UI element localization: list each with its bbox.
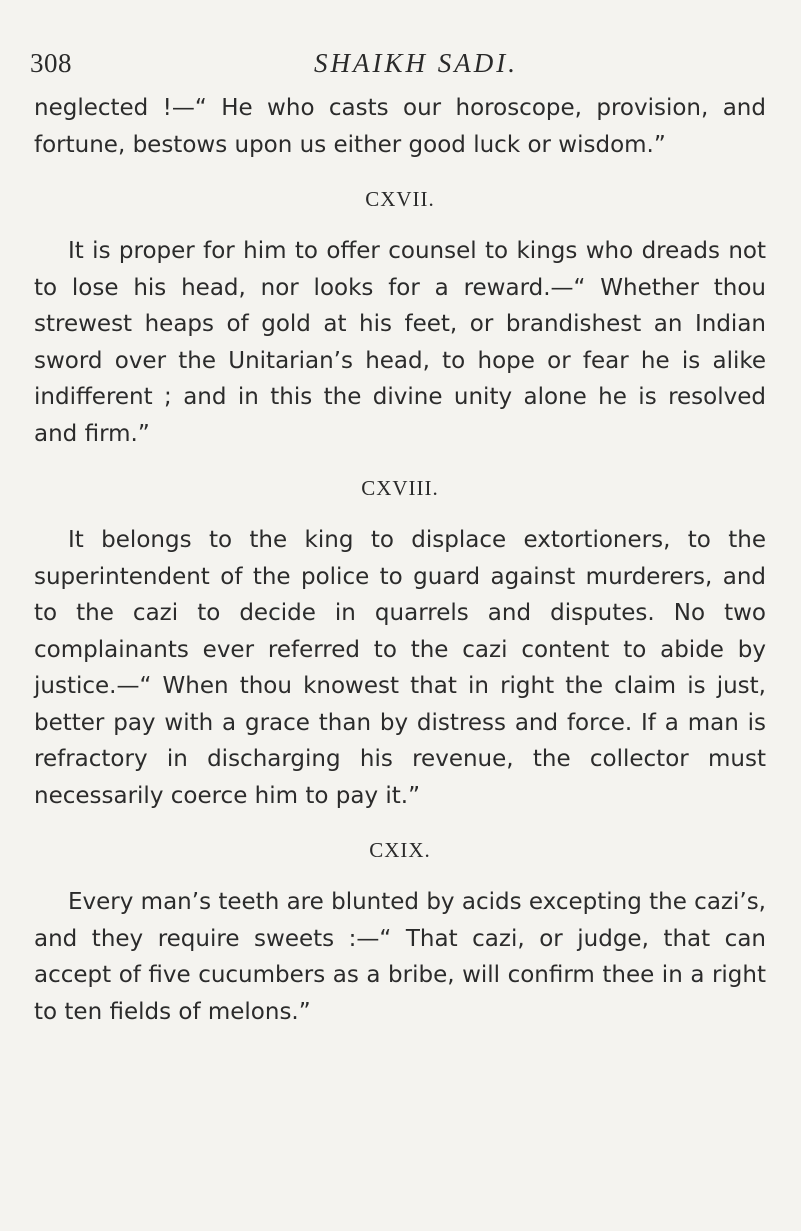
body-text bbox=[34, 90, 766, 1030]
section-heading-cxvii: CXVII. bbox=[365, 187, 435, 211]
section-heading-cxix: CXIX. bbox=[369, 838, 431, 862]
paragraph-cxvii: It is proper for him to offer counsel to kings who dreads not to lose his head, nor looks for a reward.—“ Whether thou strewest heaps of gold at his feet, or brandishest an Indian sword over the Unitarian’s head, to hope or fear he is alike indifferent ; and in this the divine unity alone he is resolved and firm.” bbox=[34, 238, 766, 447]
running-title: SHAIKH SADI. bbox=[314, 48, 518, 78]
page-number: 308 bbox=[30, 48, 72, 78]
running-head bbox=[30, 48, 770, 88]
paragraph-cxix: Every man’s teeth are blunted by acids excepting the cazi’s, and they require sweets :—“ That cazi, or judge, that can accept of five cucumbers as a bribe, will confirm thee in a right to ten fields of melons.” bbox=[34, 889, 766, 1025]
paragraph-cxviii: It belongs to the king to displace extortioners, to the superintendent of the police to guard against murderers, and to the cazi to decide in quarrels and disputes. No two complainants ever referred to the cazi content to abide by justice.—“ When thou knowest that in right the claim is just, better pay with a grace than by distress and force. If a man is refractory in discharging his revenue, the collector must necessarily coerce him to pay it.” bbox=[34, 527, 766, 809]
paragraph-continuation: neglected !—“ He who casts our horoscope, provision, and fortune, bestows upon us either good luck or wisdom.” bbox=[34, 95, 766, 158]
section-heading-cxviii: CXVIII. bbox=[361, 476, 439, 500]
